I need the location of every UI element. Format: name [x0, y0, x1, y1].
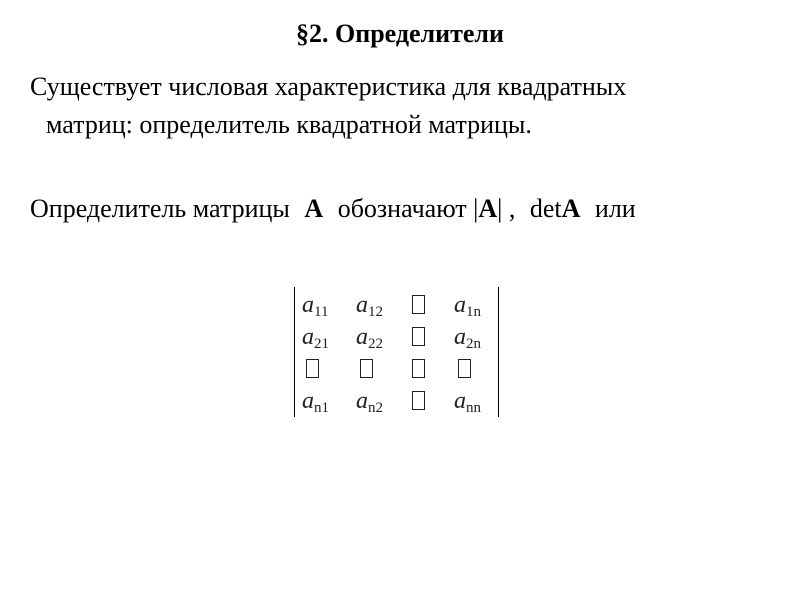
determinant-left-bar — [294, 287, 295, 417]
matrix-cell-a22: $a_{22}$ — [356, 324, 383, 352]
matrix-cell-a2n: $a_{2n}$ — [454, 324, 481, 352]
determinant-matrix — [294, 287, 500, 417]
notation-text-1: Определитель матрицы — [30, 194, 290, 223]
notation-text-4: или — [594, 194, 636, 223]
matrix-cell-a11: $a_{11}$ — [302, 292, 329, 320]
notation-text-2: обозначают | — [337, 194, 479, 223]
det-matrix-symbol: A — [561, 194, 581, 223]
det-prefix: det — [529, 194, 562, 223]
ellipsis-glyph-icon — [444, 353, 492, 385]
ellipsis-glyph-icon — [292, 353, 340, 385]
matrix-cell-an2: $a_{n2}$ — [356, 388, 383, 416]
intro-line-2: матриц: определитель квадратной матрицы. — [46, 110, 532, 139]
matrix-cell-ann: $a_{nn}$ — [454, 388, 481, 416]
ellipsis-glyph-icon — [398, 353, 446, 385]
ellipsis-glyph-icon — [398, 321, 446, 353]
matrix-symbol: A — [304, 194, 324, 223]
matrix-cell-a1n: $a_{1n}$ — [454, 292, 481, 320]
matrix-cell-a12: $a_{12}$ — [356, 292, 383, 320]
notation-paragraph — [30, 190, 770, 228]
notation-text-3: | , — [497, 194, 516, 223]
abs-matrix-symbol: A — [478, 194, 498, 223]
intro-line-1: Существует числовая характеристика для квадратных — [30, 72, 627, 101]
ellipsis-glyph-icon — [398, 385, 446, 417]
intro-paragraph — [30, 68, 770, 144]
matrix-cell-an1: $a_{n1}$ — [302, 388, 329, 416]
ellipsis-glyph-icon — [346, 353, 394, 385]
page-title: §2. Определители — [296, 19, 504, 48]
matrix-cell-a21: $a_{21}$ — [302, 324, 329, 352]
ellipsis-glyph-icon — [398, 289, 446, 321]
